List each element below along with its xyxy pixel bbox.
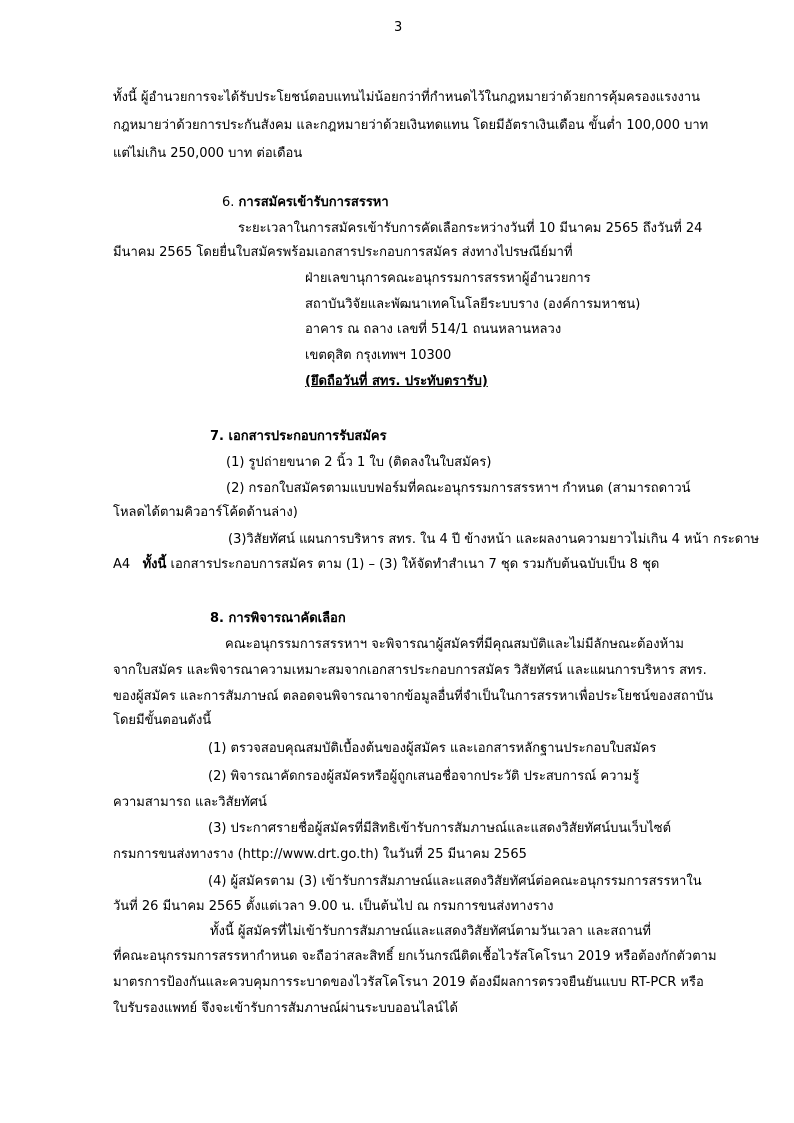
section-6-paragraph-1: ระยะเวลาในการสมัครเข้ารับการคัดเลือกระหว่างวันที่ 10 มีนาคม 2565 ถึงวันที่ 24 (238, 221, 703, 236)
step-2a: (2) พิจารณาคัดกรองผู้สมัครหรือผู้ถูกเสนอชื่อจากประวัติ ประสบการณ์ ความรู้ (208, 769, 640, 784)
section-7-item-2b: โหลดได้ตามคิวอาร์โค้ดด้านล่าง) (113, 505, 298, 520)
step-4a: (4) ผู้สมัครตาม (3) เข้ารับการสัมภาษณ์และแสดงวิสัยทัศน์ต่อคณะอนุกรรมการสรรหาใน (208, 874, 702, 889)
step-3b: กรมการขนส่งทางราง (http://www.drt.go.th) ในวันที่ 25 มีนาคม 2565 (113, 847, 527, 862)
section-8-paragraph-3: ของผู้สมัคร และการสัมภาษณ์ ตลอดจนพิจารณาจากข้อมูลอื่นที่จำเป็นในการสรรหาเพื่อประโยชน์ของสถาบัน (113, 689, 714, 704)
section-6-number: 6. (222, 195, 235, 210)
address-line-3: อาคาร ณ ถลาง เลขที่ 514/1 ถนนหลานหลวง (305, 322, 562, 337)
address-line-4: เขตดุสิต กรุงเทพฯ 10300 (305, 348, 452, 363)
note-line-3: มาตรการป้องกันและควบคุมการระบาดของไวรัสโคโรนา 2019 ต้องมีผลการตรวจยืนยันแบบ RT-PCR หรือ (113, 975, 704, 990)
section-7-item-2a: (2) กรอกใบสมัครตามแบบฟอร์มที่คณะอนุกรรมการสรรหาฯ กำหนด (สามารถดาวน์ (226, 481, 691, 496)
paper-size: A4 (113, 557, 131, 572)
step-1: (1) ตรวจสอบคุณสมบัติเบื้องต้นของผู้สมัคร และเอกสารหลักฐานประกอบใบสมัคร (208, 741, 657, 756)
section-7-heading: 7. เอกสารประกอบการรับสมัคร (210, 429, 387, 444)
section-8-paragraph-2: จากใบสมัคร และพิจารณาความเหมาะสมจากเอกสารประกอบการสมัคร วิสัยทัศน์ และแผนการบริหาร สทร. (113, 663, 707, 678)
section-6-heading (222, 193, 389, 213)
section-8-paragraph-1: คณะอนุกรรมการสรรหาฯ จะพิจารณาผู้สมัครที่มีคุณสมบัติและไม่มีลักษณะต้องห้าม (225, 637, 685, 652)
section-6-title: การสมัครเข้ารับการสรรหา (238, 195, 389, 210)
emphasis: ทั้งนี้ (142, 557, 167, 572)
section-7-item-3a: (3)วิสัยทัศน์ แผนการบริหาร สทร. ใน 4 ปี ข้างหน้า และผลงานความยาวไม่เกิน 4 หน้า กระดาษ (228, 532, 760, 547)
page-number: 3 (394, 20, 403, 35)
stamp-note: (ยึดถือวันที่ สทร. ประทับตรารับ) (305, 374, 488, 389)
note-line-4: ใบรับรองแพทย์ จึงจะเข้ารับการสัมภาษณ์ผ่านระบบออนไลน์ได้ (113, 1001, 458, 1016)
step-2b: ความสามารถ และวิสัยทัศน์ (113, 795, 267, 810)
section-8-heading: 8. การพิจารณาคัดเลือก (210, 611, 346, 626)
intro-line-2: กฎหมายว่าด้วยการประกันสังคม และกฎหมายว่าด้วยเงินทดแทน โดยมีอัตราเงินเดือน ขั้นต่ำ 100,000 บาท (113, 118, 709, 133)
section-6-paragraph-2: มีนาคม 2565 โดยยื่นใบสมัครพร้อมเอกสารประกอบการสมัคร ส่งทางไปรษณีย์มาที่ (113, 245, 573, 260)
intro-line-3: แต่ไม่เกิน 250,000 บาท ต่อเดือน (113, 146, 303, 161)
intro-line-1: ทั้งนี้ ผู้อำนวยการจะได้รับประโยชน์ตอบแทนไม่น้อยกว่าที่กำหนดไว้ในกฎหมายว่าด้วยการคุ้มครองแรงงาน (113, 90, 701, 105)
step-3a: (3) ประกาศรายชื่อผู้สมัครที่มีสิทธิเข้ารับการสัมภาษณ์และแสดงวิสัยทัศน์บนเว็บไซต์ (208, 821, 672, 836)
note-line-2: ที่คณะอนุกรรมการสรรหากำหนด จะถือว่าสละสิทธิ์ ยกเว้นกรณีติดเชื้อไวรัสโคโรนา 2019 หรือต้องกักตัวตาม (113, 949, 717, 964)
address-line-2: สถาบันวิจัยและพัฒนาเทคโนโลยีระบบราง (องค์การมหาชน) (305, 297, 641, 312)
section-7-item-1: (1) รูปถ่ายขนาด 2 นิ้ว 1 ใบ (ติดลงในใบสมัคร) (226, 455, 492, 470)
step-4b: วันที่ 26 มีนาคม 2565 ตั้งแต่เวลา 9.00 น. เป็นต้นไป ณ กรมการขนส่งทางราง (113, 899, 554, 914)
section-7-item-3b (113, 555, 659, 575)
note-line-1: ทั้งนี้ ผู้สมัครที่ไม่เข้ารับการสัมภาษณ์และแสดงวิสัยทัศน์ตามวันเวลา และสถานที่ (210, 924, 651, 939)
address-line-1: ฝ่ายเลขานุการคณะอนุกรรมการสรรหาผู้อำนวยการ (305, 271, 591, 286)
section-8-paragraph-4: โดยมีขั้นตอนดังนี้ (113, 713, 212, 728)
copies-text: เอกสารประกอบการสมัคร ตาม (1) – (3) ให้จัดทำสำเนา 7 ชุด รวมกับต้นฉบับเป็น 8 ชุด (170, 557, 660, 572)
